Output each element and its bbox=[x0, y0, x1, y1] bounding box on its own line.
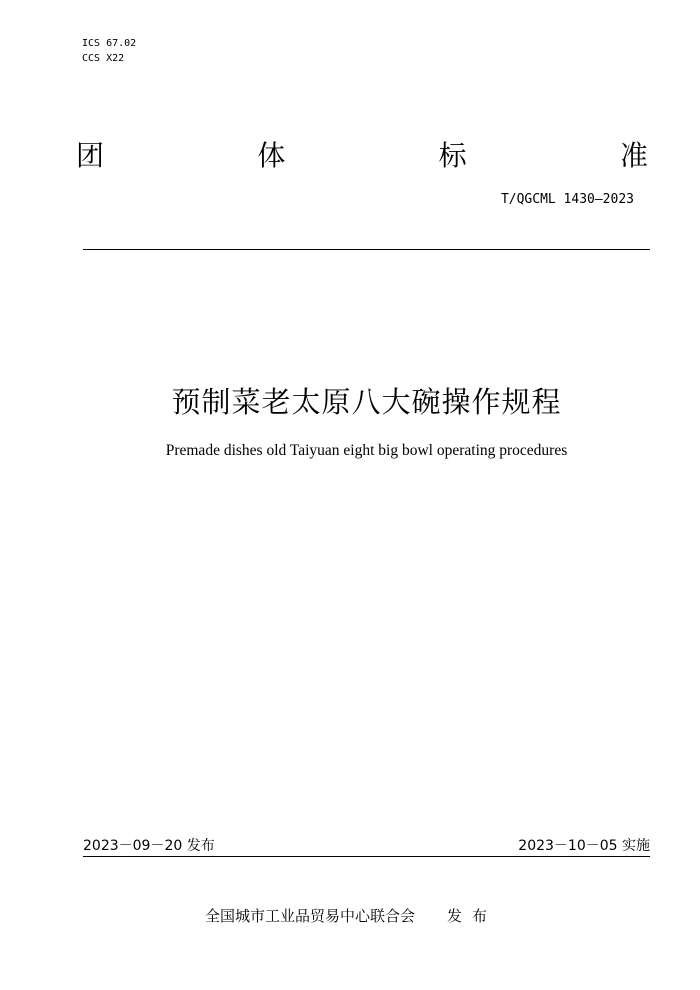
standard-type-heading bbox=[76, 134, 648, 174]
standard-type-char: 体 bbox=[257, 139, 286, 172]
standard-type-char: 准 bbox=[619, 139, 648, 172]
ics-code: ICS 67.02 bbox=[82, 38, 137, 49]
publisher-line bbox=[205, 905, 497, 926]
footer-divider bbox=[83, 856, 650, 857]
standard-number: T/QGCML 1430—2023 bbox=[500, 192, 634, 207]
implementation-date: 2023－10－05 实施 bbox=[518, 838, 650, 854]
classification-codes bbox=[82, 36, 136, 66]
document-title-chinese: 预制菜老太原八大碗操作规程 bbox=[171, 385, 562, 419]
standard-type-char: 标 bbox=[438, 139, 467, 172]
publisher-action: 发布 bbox=[447, 907, 498, 925]
publisher-name: 全国城市工业品贸易中心联合会 bbox=[205, 907, 416, 925]
standard-type-char: 团 bbox=[76, 139, 105, 172]
header-divider bbox=[83, 249, 650, 250]
release-date: 2023－09－20 发布 bbox=[83, 838, 215, 854]
document-title-english: Premade dishes old Taiyuan eight big bowl operating procedures bbox=[165, 442, 568, 459]
ccs-code: CCS X22 bbox=[82, 53, 125, 64]
